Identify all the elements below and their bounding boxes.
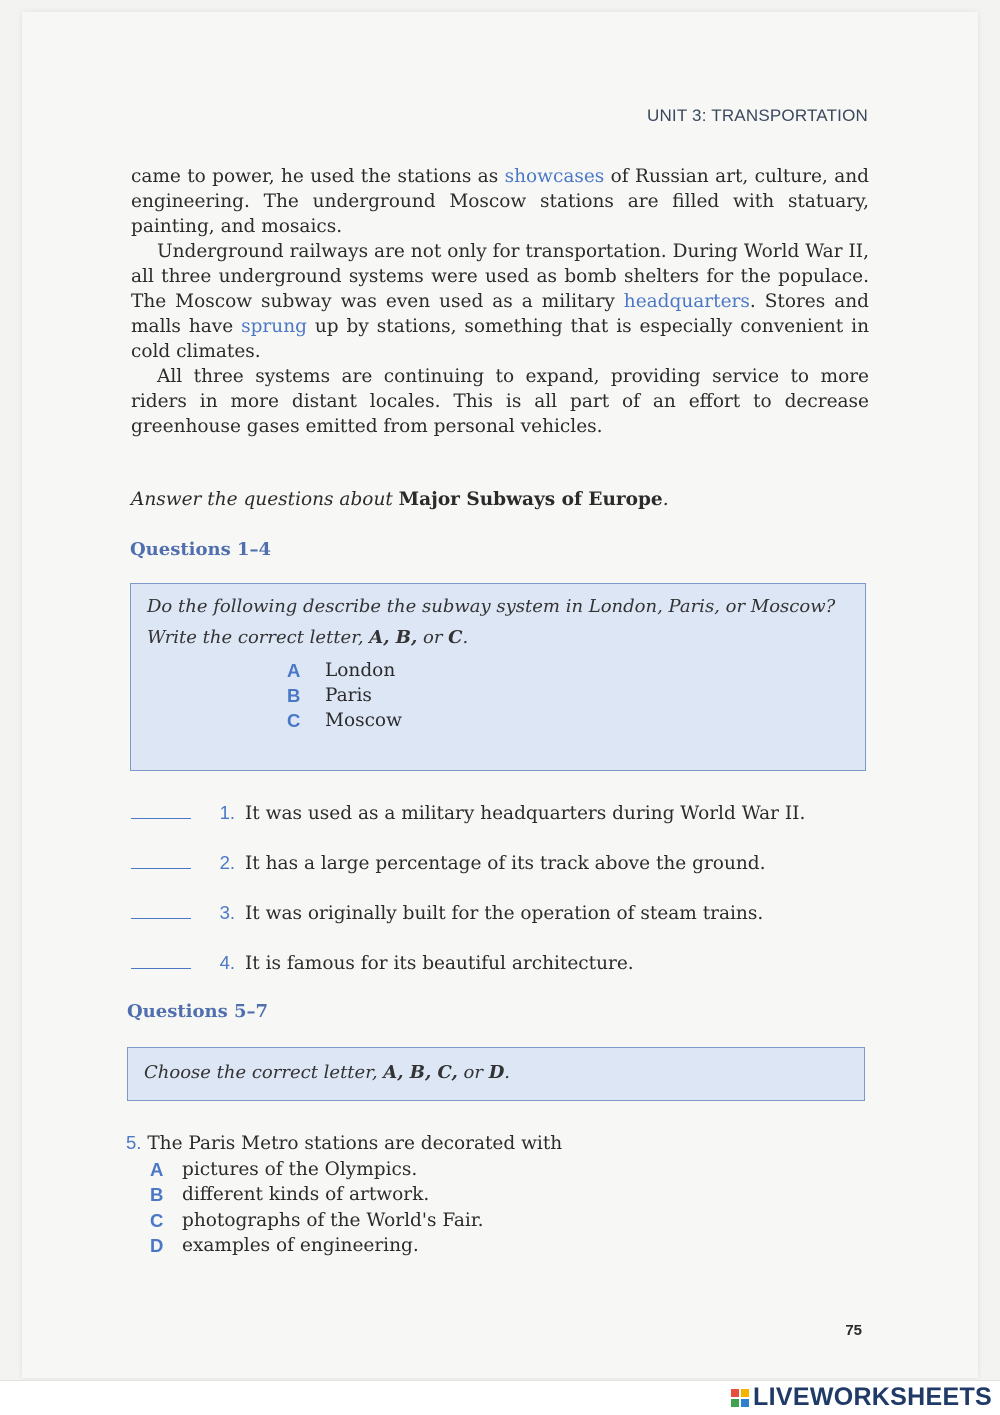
questions-1-4-heading: Questions 1–4 (130, 539, 272, 560)
question-2: 2. It has a large percentage of its track above the ground. (131, 852, 766, 874)
questions-5-7-instruction-box (127, 1047, 865, 1101)
liveworksheets-logo[interactable] (731, 1383, 992, 1412)
box-choose-letter: Choose the correct letter, A, B, C, or D. (144, 1062, 511, 1083)
option-b: B Paris (287, 685, 372, 706)
page-number: 75 (845, 1322, 862, 1339)
vocab-sprung: sprung (241, 316, 307, 337)
brand-square-green (731, 1399, 739, 1407)
option-c: C Moscow (287, 710, 402, 731)
choice-c[interactable]: C photographs of the World's Fair. (150, 1209, 484, 1231)
question-5-stem: 5. The Paris Metro stations are decorated with (126, 1132, 563, 1154)
brand-name: LIVEWORKSHEETS (753, 1383, 992, 1411)
questions-1-4-instruction-box (130, 583, 866, 771)
choice-d[interactable]: D examples of engineering. (150, 1235, 419, 1256)
brand-square-red (731, 1389, 739, 1397)
option-list (287, 658, 849, 733)
question-3: 3. It was originally built for the operation of steam trains. (131, 902, 763, 924)
unit-header: UNIT 3: TRANSPORTATION (646, 106, 868, 125)
option-a: A London (287, 660, 396, 681)
vocab-headquarters: headquarters (623, 291, 750, 312)
answer-blank-2[interactable] (131, 852, 191, 869)
passage-title: Major Subways of Europe (398, 489, 663, 510)
brand-square-yellow (741, 1389, 749, 1397)
passage-paragraph-2: Underground railways are not only for transportation. During World War II, all three underground systems were used as bomb shelters for the populace. The Moscow subway was even used as a military headquarters. Stores and malls have sprung up by stations, something that is especially convenient in cold climates. (131, 241, 870, 362)
choice-a[interactable]: A pictures of the Olympics. (150, 1158, 418, 1180)
question-5 (126, 1130, 562, 1259)
question-4: 4. It is famous for its beautiful architecture. (131, 952, 634, 974)
instruction-line: Answer the questions about Major Subways of Europe. (131, 489, 669, 510)
brand-grid-icon (731, 1389, 749, 1407)
box-write-letter: Write the correct letter, A, B, or C. (147, 627, 469, 648)
questions-5-7-heading: Questions 5–7 (127, 1001, 269, 1022)
answer-blank-3[interactable] (131, 902, 191, 919)
vocab-showcases: showcases (504, 166, 605, 187)
answer-blank-1[interactable] (131, 802, 191, 819)
question-1: 1. It was used as a military headquarters during World War II. (131, 802, 805, 824)
box-question-text: Do the following describe the subway system in London, Paris, or Moscow? (147, 596, 836, 617)
passage-paragraph-3: All three systems are continuing to expand, providing service to more riders in more distant locales. This is all part of an effort to decrease greenhouse gases emitted from personal vehicles. (131, 366, 869, 437)
passage-paragraph-1: came to power, he used the stations as showcases of Russian art, culture, and engineering. The underground Moscow stations are filled with statuary, painting, and mosaics. (131, 166, 869, 237)
reading-passage (131, 164, 869, 439)
choice-b[interactable]: B different kinds of artwork. (150, 1184, 430, 1205)
brand-square-blue (741, 1399, 749, 1407)
answer-blank-4[interactable] (131, 952, 191, 969)
